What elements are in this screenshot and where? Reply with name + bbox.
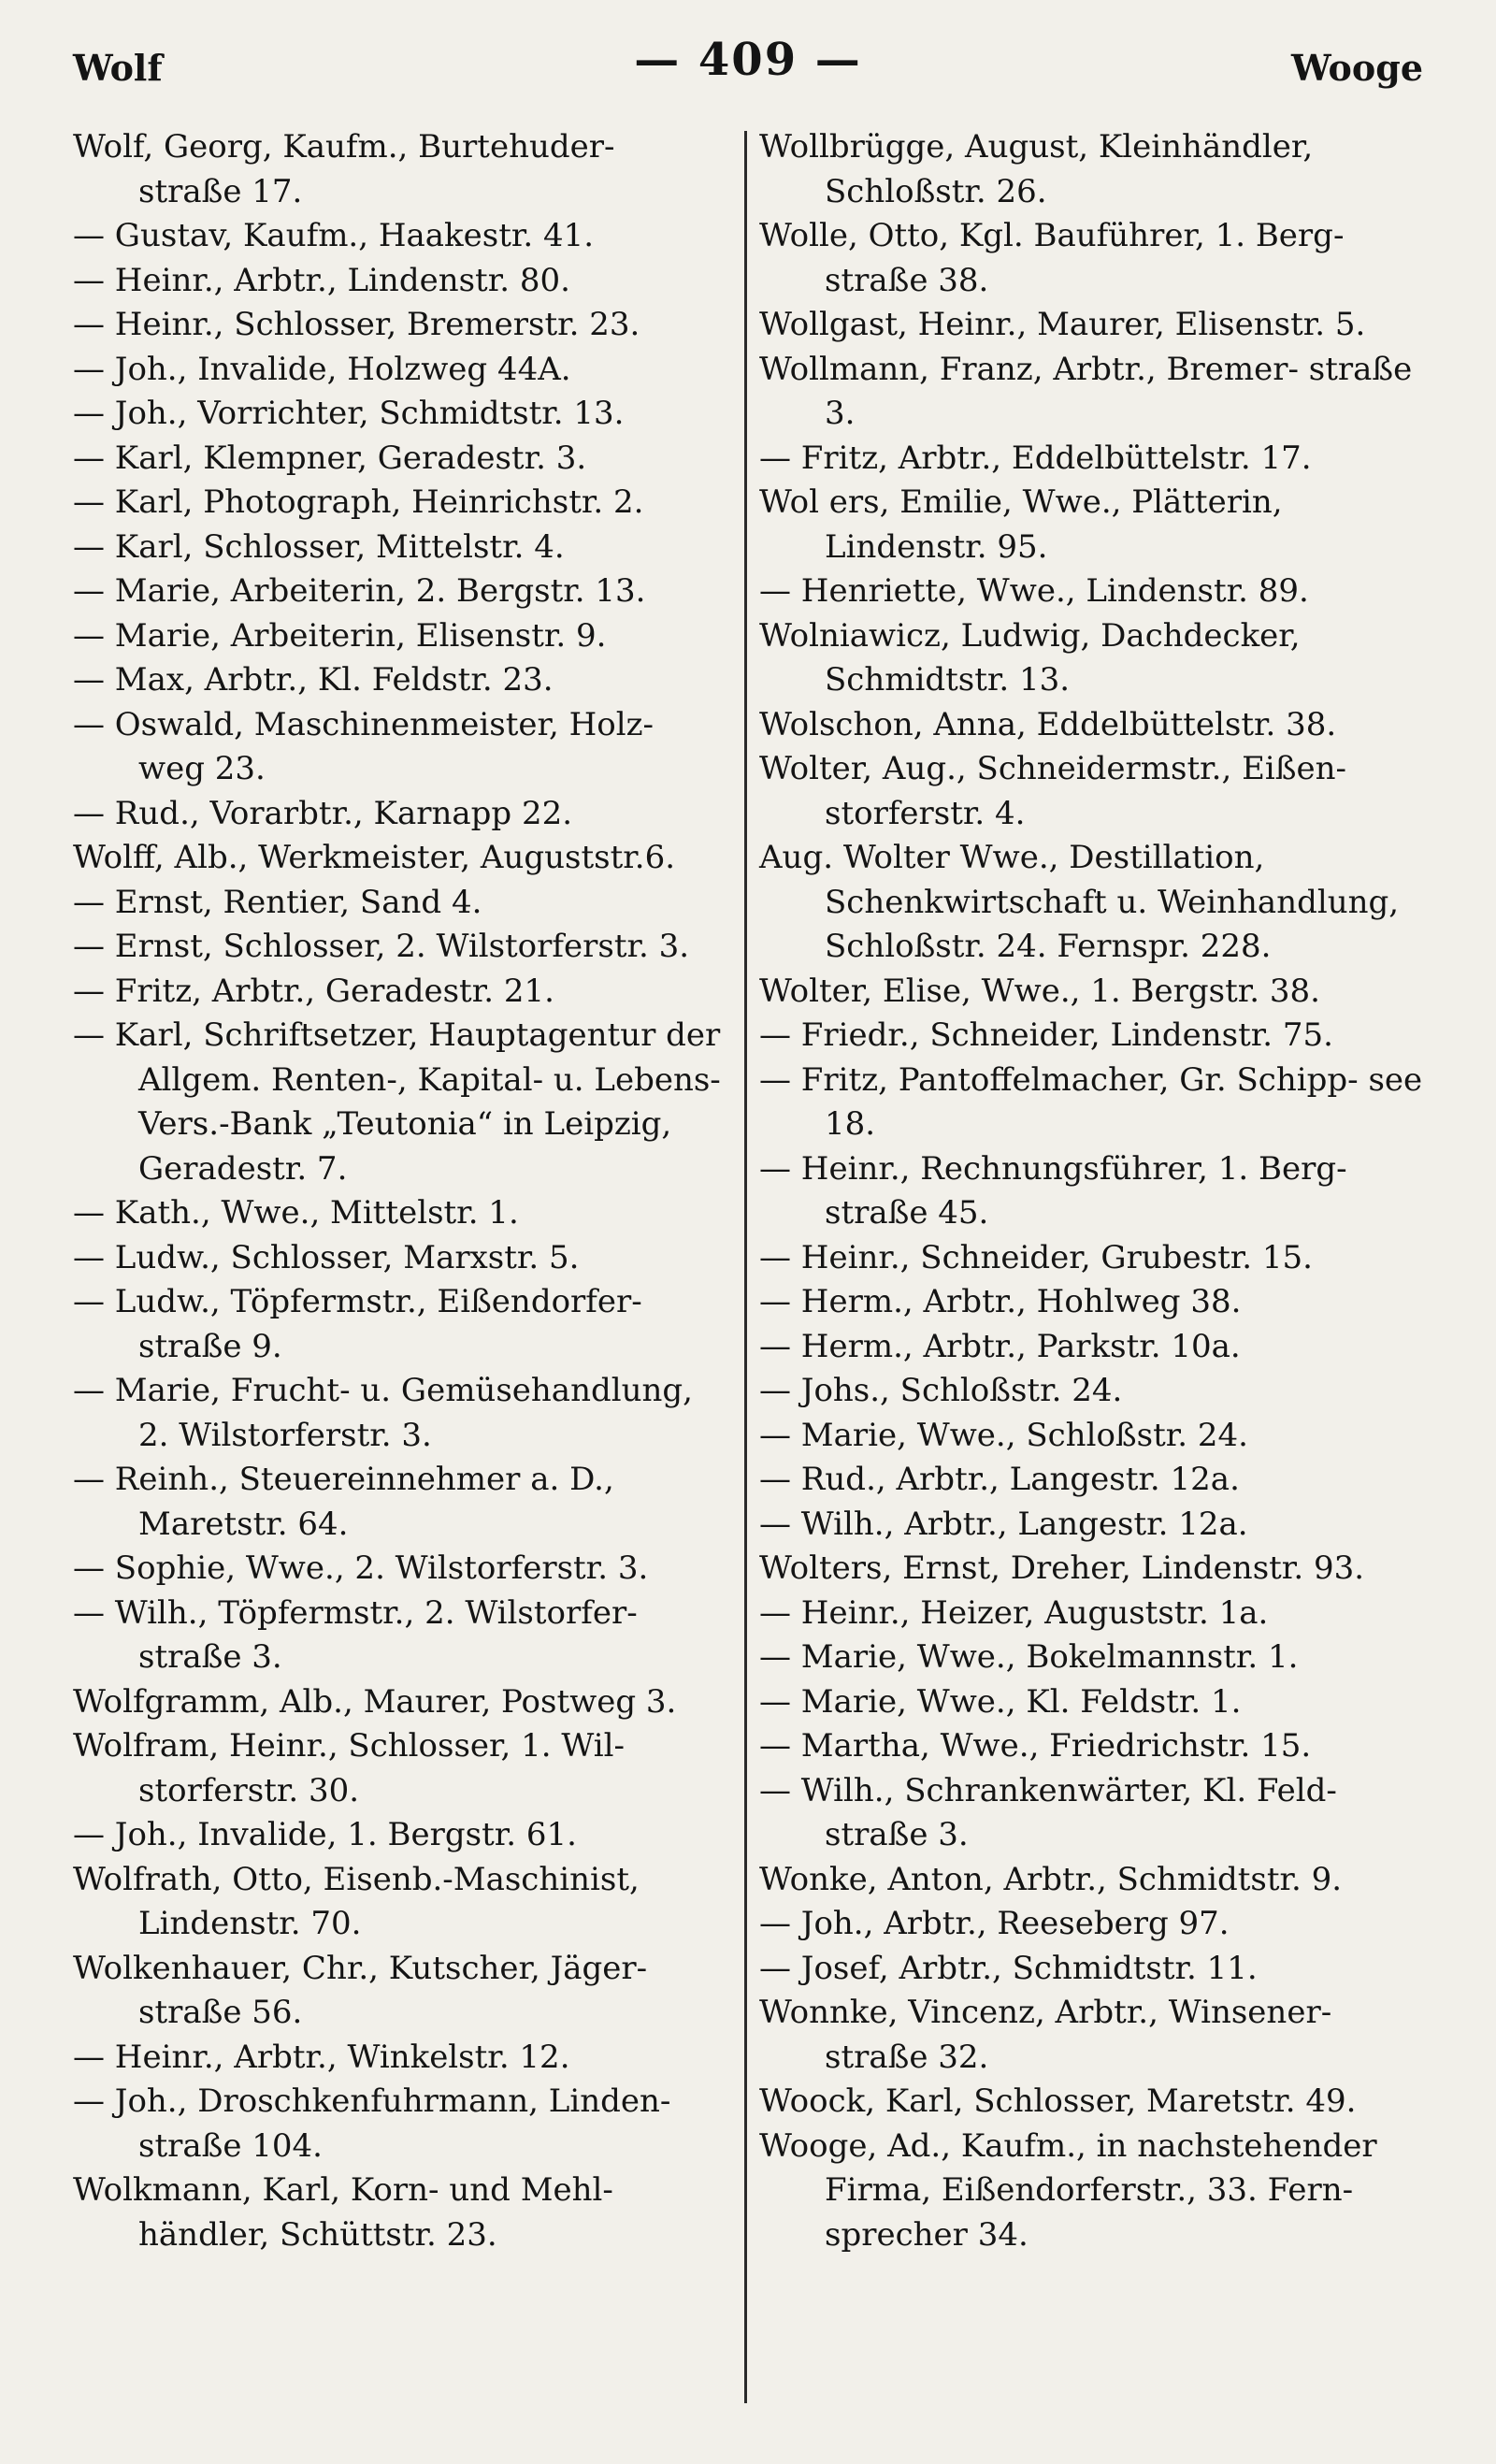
directory-entry: Wolniawicz, Ludwig, Dachdecker, Schmidtstr. 13. [759,616,1311,699]
directory-entry: — Heinr., Heizer, Auguststr. 1a. [759,1593,1269,1632]
directory-entry: — Friedr., Schneider, Lindenstr. 75. [759,1016,1333,1054]
directory-entry: Wonke, Anton, Arbtr., Schmidtstr. 9. [759,1860,1343,1898]
directory-entry: — Marie, Frucht- u. Gemüsehandlung, 2. Wilstorferstr. 3. [73,1372,703,1454]
directory-entry: — Ludw., Schlosser, Marxstr. 5. [73,1238,580,1276]
directory-entry: — Wilh., Arbtr., Langestr. 12a. [759,1505,1248,1543]
directory-entry: — Joh., Droschkenfuhrmann, Linden- straße 104. [73,2082,682,2165]
directory-entry: — Marie, Arbeiterin, Elisenstr. 9. [73,616,607,655]
left-column [73,125,731,2257]
directory-entry: — Marie, Arbeiterin, 2. Bergstr. 13. [73,572,646,610]
directory-entry: — Ernst, Schlosser, 2. Wilstorferstr. 3. [73,928,690,965]
column-divider [744,131,747,2403]
directory-entry: — Ludw., Töpfermstr., Eißendorfer- straße 9. [73,1283,653,1365]
directory-entry: — Sophie, Wwe., 2. Wilstorferstr. 3. [73,1549,649,1587]
directory-entry: — Heinr., Arbtr., Winkelstr. 12. [73,2038,570,2076]
directory-entry: — Joh., Vorrichter, Schmidtstr. 13. [73,395,625,432]
directory-entry: — Ernst, Rentier, Sand 4. [73,883,482,921]
directory-entry: Wolkenhauer, Chr., Kutscher, Jäger- straße 56. [73,1949,657,2031]
header-right-catchword: Wooge [1290,47,1423,89]
directory-entry: — Rud., Vorarbtr., Karnapp 22. [73,794,573,832]
directory-entry: — Gustav, Kaufm., Haakestr. 41. [73,217,595,254]
directory-entry: — Heinr., Arbtr., Lindenstr. 80. [73,261,570,299]
directory-entry: — Marie, Wwe., Bokelmannstr. 1. [759,1638,1299,1676]
directory-entry: Wollgast, Heinr., Maurer, Elisenstr. 5. [759,306,1366,343]
directory-entry: Wolters, Ernst, Dreher, Lindenstr. 93. [759,1549,1365,1587]
page-header [0,0,1496,122]
directory-entry: — Marie, Wwe., Kl. Feldstr. 1. [759,1682,1242,1721]
directory-entry: — Marie, Wwe., Schloßstr. 24. [759,1416,1248,1454]
directory-entry: Wolfgramm, Alb., Maurer, Postweg 3. [73,1682,677,1721]
directory-entry: — Herm., Arbtr., Parkstr. 10a. [759,1327,1241,1365]
directory-entry: Wonnke, Vincenz, Arbtr., Winsener- straße 32. [759,1994,1342,2076]
page-number: — 409 — [634,34,862,86]
directory-entry: — Rud., Arbtr., Langestr. 12a. [759,1461,1240,1498]
directory-entry: — Joh., Invalide, 1. Bergstr. 61. [73,1816,577,1853]
directory-entry: — Martha, Wwe., Friedrichstr. 15. [759,1727,1312,1765]
directory-entry: Wooge, Ad., Kaufm., in nachstehender Firma, Eißendorferstr., 33. Fern- sprecher 34. [759,2126,1388,2254]
directory-entry: Wolff, Alb., Werkmeister, Auguststr.6. [73,839,676,876]
directory-entry: — Karl, Schriftsetzer, Hauptagentur der Allgem. Renten-, Kapital- u. Lebens-Vers.-Bank „Teutonia“ in Leipzig, Geradestr. 7. [73,1016,731,1188]
directory-entry: — Karl, Photograph, Heinrichstr. 2. [73,483,644,521]
directory-entry: Wolkmann, Karl, Korn- und Mehl- händler, Schüttstr. 23. [73,2171,624,2254]
directory-entry: Wolschon, Anna, Eddelbüttelstr. 38. [759,705,1337,743]
directory-entry: Aug. Wolter Wwe., Destillation, Schenkwirtschaft u. Weinhandlung, Schloßstr. 24. Fernspr. 228. [759,839,1409,965]
directory-entry: — Karl, Schlosser, Mittelstr. 4. [73,527,565,566]
directory-entry: Woock, Karl, Schlosser, Maretstr. 49. [759,2082,1357,2120]
directory-entry: Wolf, Georg, Kaufm., Burtehuder- straße 17. [73,128,626,210]
directory-entry: — Fritz, Pantoffelmacher, Gr. Schipp- see 18. [759,1060,1432,1143]
right-column [759,125,1432,2257]
directory-entry: — Fritz, Arbtr., Geradestr. 21. [73,972,554,1010]
directory-entry: — Max, Arbtr., Kl. Feldstr. 23. [73,661,554,699]
directory-entry: — Herm., Arbtr., Hohlweg 38. [759,1283,1242,1320]
directory-entry: Wolter, Elise, Wwe., 1. Bergstr. 38. [759,972,1320,1010]
directory-entry: Wolter, Aug., Schneidermstr., Eißen- storferstr. 4. [759,750,1357,832]
directory-entry: — Heinr., Schlosser, Bremerstr. 23. [73,306,640,343]
directory-entry: — Joh., Arbtr., Reeseberg 97. [759,1905,1230,1942]
directory-entry: Wollbrügge, August, Kleinhändler, Schloßstr. 26. [759,128,1324,210]
directory-entry: — Fritz, Arbtr., Eddelbüttelstr. 17. [759,439,1312,477]
directory-entry: Wol ers, Emilie, Wwe., Plätterin, Lindenstr. 95. [759,483,1293,566]
directory-entry: — Karl, Klempner, Geradestr. 3. [73,439,587,477]
directory-entry: — Wilh., Töpfermstr., 2. Wilstorfer- straße 3. [73,1593,648,1676]
directory-entry: Wolle, Otto, Kgl. Bauführer, 1. Berg- straße 38. [759,217,1355,299]
directory-entry: — Josef, Arbtr., Schmidtstr. 11. [759,1949,1258,1987]
directory-entry: Wolfrath, Otto, Eisenb.-Maschinist, Lindenstr. 70. [73,1860,650,1942]
header-left-catchword: Wolf [73,47,163,89]
directory-entry: Wollmann, Franz, Arbtr., Bremer- straße 3. [759,350,1423,432]
directory-entry: — Reinh., Steuereinnehmer a. D., Maretstr. 64. [73,1461,625,1543]
directory-entry: — Wilh., Schrankenwärter, Kl. Feld- straße 3. [759,1771,1347,1853]
directory-entry: — Johs., Schloßstr. 24. [759,1372,1123,1409]
directory-entry: Wolfram, Heinr., Schlosser, 1. Wil- storferstr. 30. [73,1727,635,1809]
directory-entry: — Joh., Invalide, Holzweg 44A. [73,350,571,388]
directory-entry: — Henriette, Wwe., Lindenstr. 89. [759,572,1309,610]
directory-entry: — Heinr., Rechnungsführer, 1. Berg- straße 45. [759,1149,1358,1232]
directory-entry: — Oswald, Maschinenmeister, Holz- weg 23. [73,705,664,787]
directory-entry: — Kath., Wwe., Mittelstr. 1. [73,1194,519,1232]
directory-entry: — Heinr., Schneider, Grubestr. 15. [759,1238,1313,1276]
